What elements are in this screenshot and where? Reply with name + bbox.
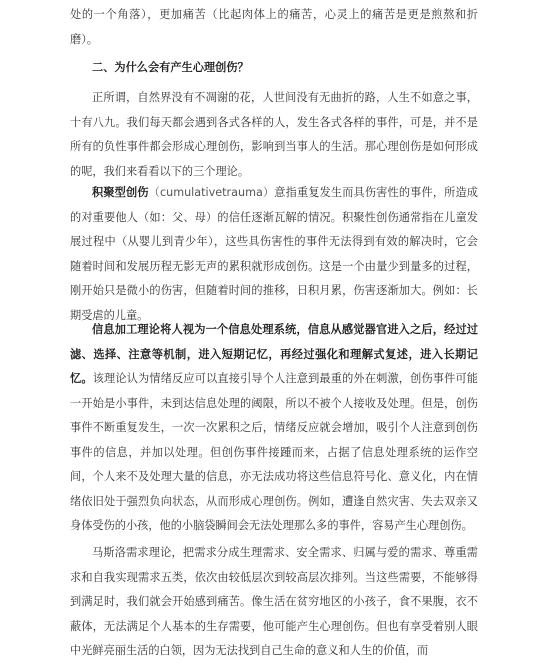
term-latin: （cumulativetrauma） xyxy=(148,186,275,199)
term-cumulative-trauma: 积聚型创伤 xyxy=(92,186,149,199)
paragraph-cumulative-body: 意指重复发生而具伤害性的事件，所造成的对重要他人（如：父、母）的信任逐渐瓦解的情况。积聚性创伤通常指在儿童发展过程中（从婴儿到青少年），这些具伤害性的事件无法得到有效的解决时，它会随着时间和发展历程无影无声的累积就形成创伤。这是一个由量少到量多的过程，刚开始只是微小的伤害，但随着时间的推移，日积月累，伤害逐渐加大。例如：长期受虐的儿童。 xyxy=(70,186,478,322)
paragraph-continuation: 处的一个角落），更加痛苦（比起肉体上的痛苦，心灵上的痛苦是更是煎熬和折磨）。 xyxy=(70,8,478,46)
paragraph-cumulative-trauma xyxy=(70,181,478,328)
section-heading: 二、为什么会有产生心理创伤？ xyxy=(92,61,249,74)
information-processing-definition: 信息加工理论将人视为一个信息处理系统，信息从感觉器官进入之后，经过过滤、选择、注意等机制，进入短期记忆，再经过强化和理解式复述，进入长期记忆。 xyxy=(70,323,478,385)
paragraph-maslow: 马斯洛需求理论，把需求分成生理需求、安全需求、归属与爱的需求、尊重需求和自我实现需求五类，依次由较低层次到较高层次排列。当这些需要，不能够得到满足时，我们就会开始感到痛苦。像生活在贫穷地区的小孩子，食不果腹，衣不蔽体，无法满足个人基本的生存需要，他可能产生心理创伤。但也有享受着别人眼中光鲜亮丽生活的白领，因为无法找到自己生命的意义和人生的价值，而 xyxy=(70,546,478,657)
paragraph-intro: 正所谓，自然界没有不凋谢的花，人世间没有无曲折的路，人生不如意之事，十有八九。我们每天都会遇到各式各样的人，发生各式各样的事件，可是，并不是所有的负性事件都会形成心理创伤，影响到当事人的生活。那心理创伤是如何形成的呢，我们来看看以下的三个理论。 xyxy=(70,91,478,178)
information-processing-body: 该理论认为情绪反应可以直接引导个人注意到最重的外在刺激，创伤事件可能一开始是小事件，未到达信息处理的阈限，所以不被个人接收及处理。但是，创伤事件不断重复发生，一次一次累积之后，情绪反应就会增加，吸引个人注意到创伤事件的信息，并加以处理。但创伤事件接踵而来，占据了信息处理系统的运作空间，个人来不及处理大量的信息，亦无法成功将这些信息符号化、意义化，内在情绪依旧处于强烈负向状态，从而形成心理创伤。例如，遭逢自然灾害、失去双亲又身体受伤的小孩，他的小脑袋瞬间会无法处理那么多的事件，容易产生心理创伤。 xyxy=(70,372,478,532)
paragraph-information-processing xyxy=(70,318,478,539)
